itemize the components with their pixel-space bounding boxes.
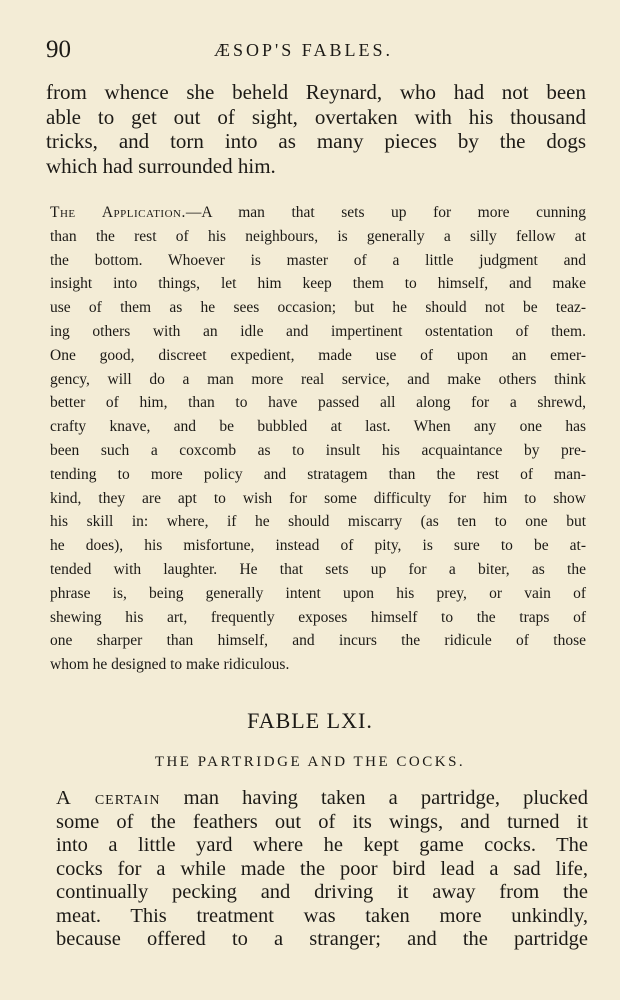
application-label: The Application. [50,204,186,221]
fable-opening-words: A certain [56,787,161,809]
fable-paragraph [56,787,588,952]
text-line: meat. This treatment was taken more unkindly, [56,904,588,927]
text-line: kind, they are apt to wish for some difficulty for him to show [50,489,586,507]
application-paragraph [50,201,586,677]
text-line: his skill in: where, if he should miscarry (as ten to one but [50,513,586,531]
text-line: into a little yard where he kept game cocks. The [56,834,588,856]
text-line: ing others with an idle and impertinent ostentation of them. [50,322,586,340]
text-line: able to get out of sight, overtaken with his thousand [46,104,586,129]
text-line: the bottom. Whoever is master of a little judgment and [50,251,586,269]
text-line: been such a coxcomb as to insult his acquaintance by pre- [50,441,586,459]
running-head [46,36,586,64]
text-line [50,201,586,225]
text-line: phrase is, being generally intent upon his prey, or vain of [50,584,586,602]
text-line: whom he designed to make ridiculous. [50,656,290,674]
text-line: insight into things, let him keep them to himself, and make [50,275,586,293]
text-line [56,787,588,811]
text-line: continually pecking and driving it away from the [56,881,588,903]
text-line: tended with laughter. He that sets up for a biter, as the [50,560,586,578]
continuation-paragraph [46,80,586,178]
text-line: cocks for a while made the poor bird lead a sad life, [56,857,588,880]
text-line: one sharper than himself, and incurs the ridicule of those [50,632,586,650]
text-line: from whence she beheld Reynard, who had not been [46,80,586,104]
application-first-line: —A man that sets up for more cunning [185,204,587,221]
text-line: some of the feathers out of its wings, and turned it [56,810,588,833]
fable-subtitle: THE PARTRIDGE AND THE COCKS. [154,754,466,770]
fable-heading: FABLE LXI. [247,708,373,733]
text-line: better of him, than to have passed all along for a shrewd, [50,394,586,412]
text-line: One good, discreet expedient, made use of upon an emer- [50,346,586,364]
text-line: than the rest of his neighbours, is generally a silly fellow at [50,227,586,245]
text-line: use of them as he sees occasion; but he should not be teaz- [50,299,586,317]
text-line: gency, will do a man more real service, and make others think [50,370,586,388]
fable-first-line: man having taken a partridge, plucked [160,787,589,809]
text-line: shewing his art, frequently exposes himself to the traps of [50,608,586,626]
running-title: ÆSOP'S FABLES. [214,40,393,60]
text-line: because offered to a stranger; and the partridge [56,928,588,950]
text-line: crafty knave, and be bubbled at last. When any one has [50,418,586,436]
text-line: he does), his misfortune, instead of pity, is sure to be at- [50,537,586,555]
text-line: tending to more policy and stratagem than the rest of man- [50,465,586,483]
text-line: which had surrounded him. [46,153,276,178]
page-number: 90 [46,36,71,63]
text-line: tricks, and torn into as many pieces by the dogs [46,129,586,153]
